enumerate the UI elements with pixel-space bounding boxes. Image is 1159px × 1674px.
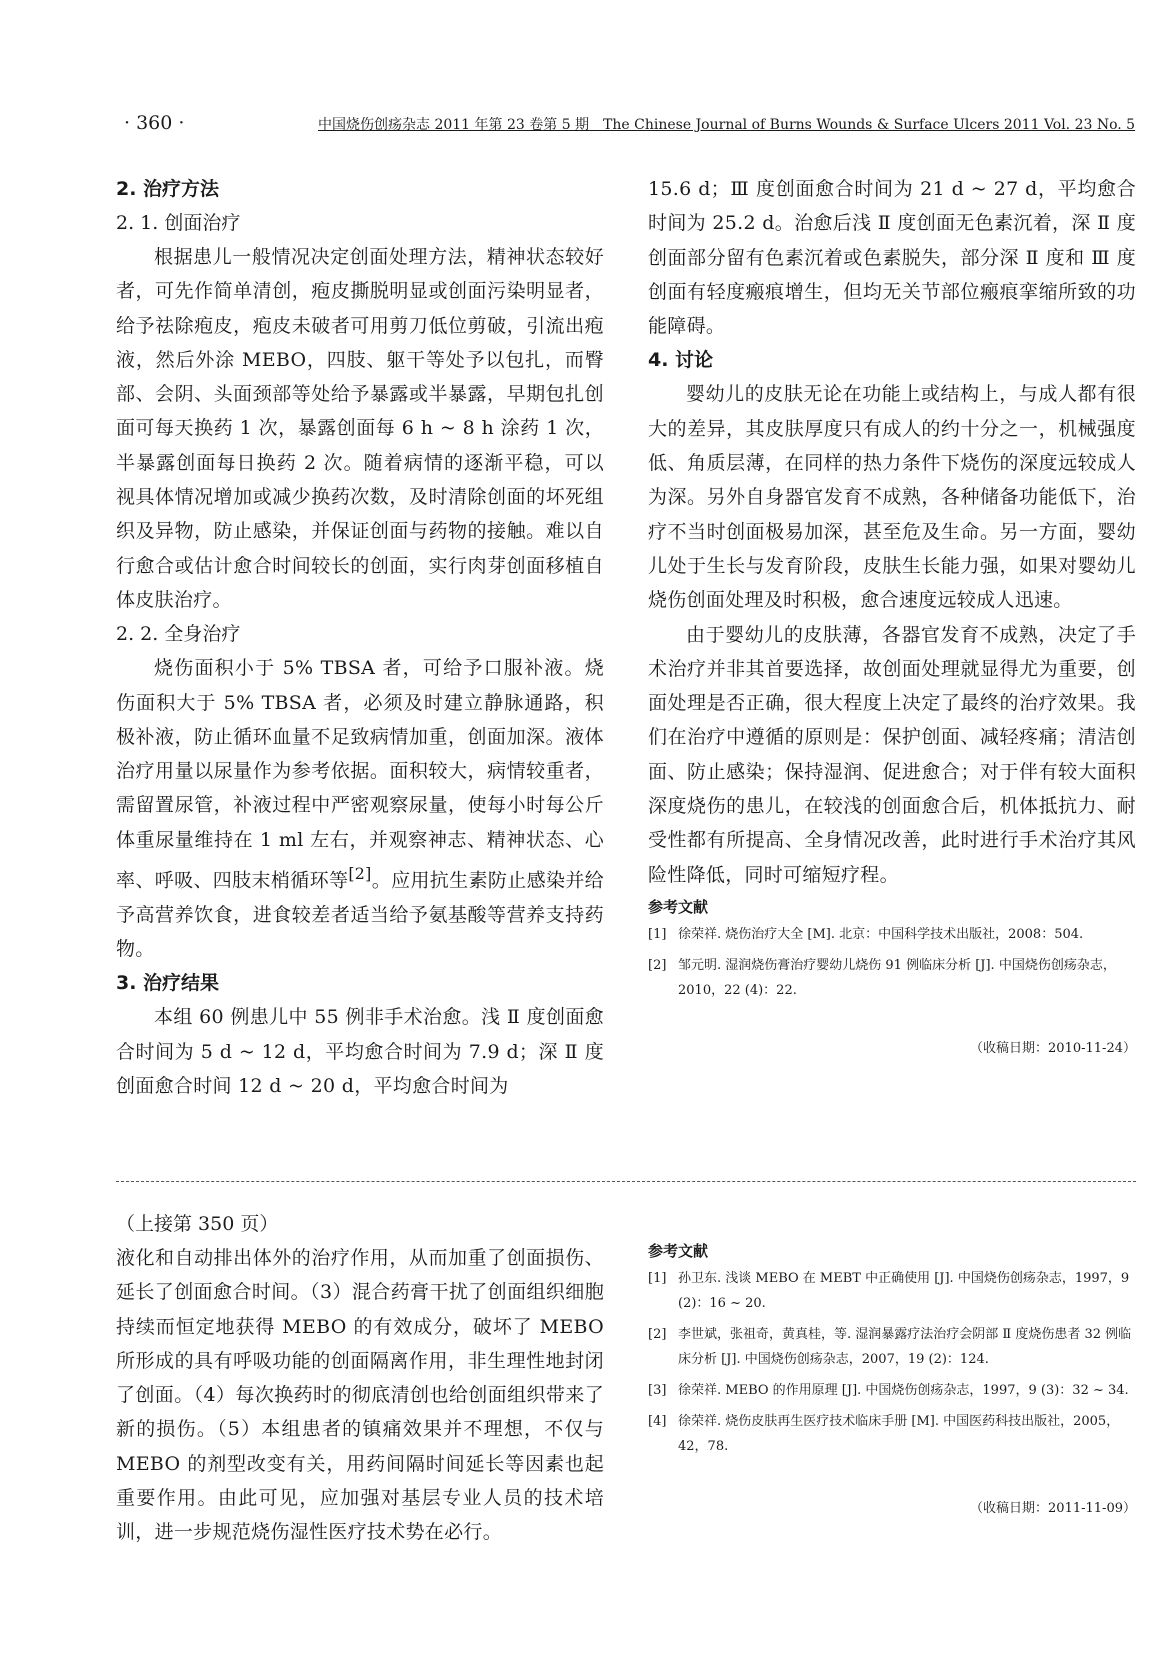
- section-3-continued: 15.6 d；Ⅲ 度创面愈合时间为 21 d ~ 27 d，平均愈合时间为 25.2 d。治愈后浅 Ⅱ 度创面无色素沉着，深 Ⅱ 度创面部分留有色素沉着或色素脱失，部分深 Ⅱ 度和 Ⅲ 度创面有轻度瘢痕增生，但均无关节部位瘢痕挛缩所致的功能障碍。: [648, 178, 1136, 338]
- reference-text: 李世斌，张祖奇，黄真桂，等. 湿润暴露疗法治疗会阴部 Ⅱ 度烧伤患者 32 例临床分析 [J]. 中国烧伤创疡杂志，2007，19 (2)：124.: [678, 1327, 1132, 1367]
- reference-item: [648, 1266, 1136, 1316]
- reference-text: 孙卫东. 浅谈 MEBO 在 MEBT 中正确使用 [J]. 中国烧伤创疡杂志，1997，9 (2)：16 ~ 20.: [678, 1271, 1130, 1311]
- lower-right-column: [648, 1236, 1136, 1516]
- section-2-2-title: 2. 2. 全身治疗: [116, 623, 241, 646]
- section-2-1-title: 2. 1. 创面治疗: [116, 212, 241, 234]
- section-2-title: 2. 治疗方法: [116, 178, 220, 200]
- left-column: [116, 172, 604, 1103]
- reference-text: 邹元明. 湿润烧伤膏治疗婴幼儿烧伤 91 例临床分析 [J]. 中国烧伤创疡杂志，2010，22 (4)：22.: [678, 957, 1116, 998]
- reference-text: 徐荣祥. 烧伤皮肤再生医疗技术临床手册 [M]. 中国医药科技出版社，2005，42，78.: [678, 1414, 1120, 1454]
- reference-text: 徐荣祥. 烧伤治疗大全 [M]. 北京：中国科学技术出版社，2008：504.: [678, 926, 1084, 942]
- running-header: 中国烧伤创疡杂志 2011 年第 23 卷第 5 期 The Chinese Journal of Burns Wounds & Surface Ulcers 2011 Vol. 23 No. 5: [318, 117, 1136, 133]
- section-2-1-paragraph: 根据患儿一般情况决定创面处理方法，精神状态较好者，可先作简单清创，疱皮撕脱明显或创面污染明显者，给予祛除疱皮，疱皮未破者可用剪刀低位剪破，引流出疱液，然后外涂 MEBO，四肢、躯干等处予以包扎，而臀部、会阴、头面颈部等处给予暴露或半暴露，早期包扎创面可每天换药 1 次，暴露创面每 6 h ~ 8 h 涂药 1 次，半暴露创面每日换药 2 次。随着病情的逐渐平稳，可以视具体情况增加或减少换药次数，及时清除创面的坏死组织及异物，防止感染，并保证创面与药物的接触。难以自行愈合或估计愈合时间较长的创面，实行肉芽创面移植自体皮肤治疗。: [116, 246, 604, 611]
- section-4-title: 4. 讨论: [648, 349, 714, 372]
- reference-item: [648, 922, 1136, 947]
- section-2-2-text-a: 烧伤面积小于 5% TBSA 者，可给予口服补液。烧伤面积大于 5% TBSA 者，必须及时建立静脉通路，积极补液，防止循环血量不足致病情加重，创面加深。液体治疗用量以尿量作为参考依据。面积较大，病情较重者，需留置尿管，补液过程中严密观察尿量，使每小时每公斤体重尿量维持在 1 ml 左右，并观察神志、精神状态、心率、呼吸、四肢末梢循环等: [116, 657, 604, 892]
- section-3-title: 3. 治疗结果: [116, 972, 220, 995]
- section-3-paragraph: 本组 60 例患儿中 55 例非手术治愈。浅 Ⅱ 度创面愈合时间为 5 d ~ 12 d，平均愈合时间为 7.9 d；深 Ⅱ 度创面愈合时间 12 d ~ 20 d，平均愈合时间为: [116, 1006, 604, 1097]
- section-2-2-paragraph: [116, 651, 604, 966]
- reference-text: 徐荣祥. MEBO 的作用原理 [J]. 中国烧伤创疡杂志，1997，9 (3)：32 ~ 34.: [678, 1383, 1129, 1398]
- reference-item: [648, 953, 1136, 1003]
- page-number: · 360 ·: [124, 112, 185, 134]
- reference-number: [1]: [648, 926, 667, 942]
- discussion-paragraph-2: 由于婴幼儿的皮肤薄，各器官发育不成熟，决定了手术治疗并非其首要选择，故创面处理就显得尤为重要，创面处理是否正确，很大程度上决定了最终的治疗效果。我们在治疗中遵循的原则是：保护创面、减轻疼痛；清洁创面、防止感染；保持湿润、促进愈合；对于伴有较大面积深度烧伤的患儿，在较浅的创面愈合后，机体抵抗力、耐受性都有所提高、全身情况改善，此时进行手术治疗其风险性降低，同时可缩短疗程。: [648, 623, 1136, 886]
- discussion-paragraph-1: 婴幼儿的皮肤无论在功能上或结构上，与成人都有很大的差异，其皮肤厚度只有成人的约十分之一，机械强度低、角质层薄，在同样的热力条件下烧伤的深度远较成人为深。另外自身器官发育不成熟，各种储备功能低下，治疗不当时创面极易加深，甚至危及生命。另一方面，婴幼儿处于生长与发育阶段，皮肤生长能力强，如果对婴幼儿烧伤创面处理及时积极，愈合速度远较成人迅速。: [648, 383, 1136, 612]
- continued-from-label: （上接第 350 页）: [116, 1213, 279, 1235]
- reference-number: [4]: [648, 1414, 667, 1429]
- reference-number: [1]: [648, 1271, 667, 1286]
- reference-number: [2]: [648, 957, 667, 973]
- reference-item: [648, 1378, 1136, 1403]
- citation-2: [2]: [348, 864, 372, 884]
- right-column: [648, 172, 1136, 1056]
- section-2-2-text-b: 。应用抗生素防止感染并给予高营养饮食，进食较差者适当给予氨基酸等营养支持药物。: [116, 869, 604, 960]
- received-date: （收稿日期：2011-11-09）: [970, 1501, 1136, 1516]
- reference-item: [648, 1409, 1136, 1459]
- received-date: （收稿日期：2010-11-24）: [970, 1040, 1136, 1056]
- section-divider: [116, 1181, 1136, 1182]
- continued-paragraph: 液化和自动排出体外的治疗作用，从而加重了创面损伤、延长了创面愈合时间。（3）混合药膏干扰了创面组织细胞持续而恒定地获得 MEBO 的有效成分，破坏了 MEBO 所形成的具有呼吸功能的创面隔离作用，非生理性地封闭了创面。（4）每次换药时的彻底清创也给创面组织带来了新的损伤。（5）本组患者的镇痛效果并不理想，不仅与 MEBO 的剂型改变有关，用药间隔时间延长等因素也起重要作用。由此可见，应加强对基层专业人员的技术培训，进一步规范烧伤湿性医疗技术势在必行。: [116, 1247, 604, 1544]
- reference-item: [648, 1322, 1136, 1372]
- lower-left-column: [116, 1207, 604, 1550]
- reference-number: [3]: [648, 1383, 667, 1398]
- reference-number: [2]: [648, 1327, 667, 1342]
- references-title: 参考文献: [648, 897, 709, 916]
- references-title: 参考文献: [648, 1242, 709, 1260]
